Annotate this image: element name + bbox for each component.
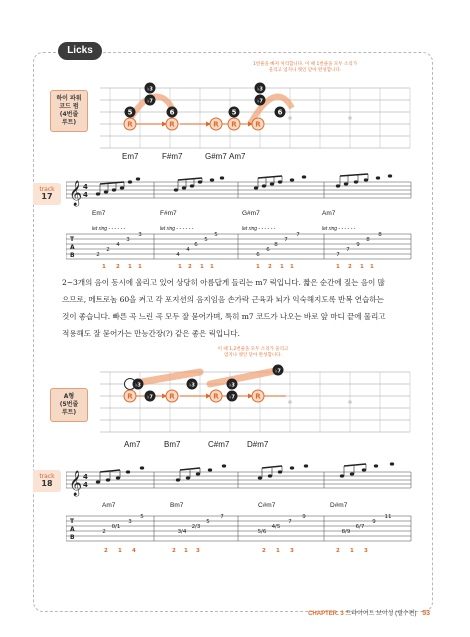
- lick1-fretboard: [100, 78, 420, 156]
- lick2-chord-2: C#m7: [208, 440, 230, 449]
- description-paragraph: 2~3개의 음이 동시에 울리고 있어 상당히 아름답게 들리는 m7 릭입니다. 짧은 순간에 짚는 음이 많 으므로, 메트로놈 60을 켜고 각 포지션의 음지임음 손가락 근육과 뇌가 익숙해지도록 반복 연습하는 것이 좋습니다. 빠른 곡 느린 곡 모두 잘 묻어가며, 특히 m7 코드가 나오는 바로 앞 마디 끝에 물리고 적용해도 잘 묻어가는 만능간장(?) 같은 좋은 릭입니다.: [62, 278, 386, 338]
- lick1-five-marker: 5: [127, 108, 133, 117]
- svg-text:4: 4: [83, 191, 88, 199]
- lick2-b7-marker: ♭7: [147, 394, 153, 401]
- svg-text:8: 8: [366, 237, 370, 243]
- lick1-tab: [66, 230, 416, 262]
- lick2-b3-marker-2: ♭3: [189, 382, 195, 389]
- lick2-staff-chord-3: D#m7: [330, 502, 348, 509]
- lick2-staff-chord-0: Am7: [102, 502, 116, 509]
- lick2-chord-3: D#m7: [247, 440, 269, 449]
- svg-text:6/7: 6/7: [355, 524, 365, 530]
- lick2-root-marker-2: R: [169, 392, 175, 401]
- svg-text:0/1: 0/1: [111, 524, 121, 530]
- svg-text:5: 5: [206, 519, 210, 525]
- svg-text:7: 7: [336, 252, 340, 258]
- svg-text:2: 2: [96, 252, 100, 258]
- svg-text:3: 3: [128, 519, 132, 525]
- lick1-root-marker: R: [127, 120, 133, 129]
- lick1-note: 1번줄을 빠져 처리합니다. 이 때 1번줄을 모두 소리가 울리고 엄지나 멧인 닫아 완성합니다.: [252, 62, 358, 73]
- lick1-staff: [66, 168, 416, 213]
- lick1-staff-chord-3: Am7: [322, 210, 336, 217]
- lick2-staff-chord-1: Bm7: [170, 502, 184, 509]
- lick1-root-marker-2: R: [169, 120, 175, 129]
- lick2-root-marker: R: [127, 392, 133, 401]
- svg-text:7: 7: [346, 247, 350, 253]
- let-ring-3: let ring - - - - - -: [322, 226, 356, 232]
- svg-text:6: 6: [194, 242, 198, 248]
- lick2-track-badge: track 18: [33, 470, 61, 492]
- lick2-fretboard: [100, 362, 420, 442]
- lick2-staff: [66, 458, 416, 503]
- lick2-b7-marker-3: ♭7: [275, 368, 281, 375]
- lick1-track-badge: track 17: [33, 183, 61, 205]
- svg-text:4: 4: [83, 183, 88, 191]
- page-footer: [308, 608, 430, 617]
- lick2-chord-1: Bm7: [164, 440, 181, 449]
- svg-text:3: 3: [138, 232, 142, 238]
- page-number: 53: [422, 610, 430, 617]
- svg-text:4: 4: [186, 247, 190, 253]
- svg-text:2: 2: [106, 247, 110, 253]
- svg-text:7: 7: [284, 237, 288, 243]
- svg-text:5: 5: [140, 514, 144, 520]
- lick1-chord-2: G#m7: [205, 152, 227, 161]
- svg-text:𝄞: 𝄞: [69, 471, 83, 496]
- lick2-side-label: A형 (5번줄 루트): [50, 388, 88, 422]
- lick1-chord-1: F#m7: [162, 152, 183, 161]
- lick1-side-label: 하이 파워 코드 펌 (4번줄 루트): [50, 90, 88, 132]
- lick1-five-marker-2: 5: [231, 108, 237, 117]
- footer-chapter: CHAPTER. 3: [308, 611, 344, 617]
- lick1-b3-marker: ♭3: [147, 86, 153, 93]
- svg-text:9: 9: [302, 514, 306, 520]
- lick1-six-marker-2: 6: [277, 108, 283, 117]
- let-ring-1: let ring - - - - - -: [160, 226, 194, 232]
- tab-letter-a: A: [70, 244, 75, 251]
- lick1-b7-marker-2: ♭7: [257, 98, 263, 105]
- lick1-chord-0: Em7: [122, 152, 139, 161]
- lick2-root-marker-4: R: [255, 392, 261, 401]
- svg-text:9: 9: [372, 519, 376, 525]
- svg-text:11: 11: [384, 514, 392, 520]
- svg-text:2/3: 2/3: [191, 524, 201, 530]
- svg-text:4: 4: [176, 252, 180, 258]
- svg-text:7: 7: [296, 232, 300, 238]
- footer-title: 트라이어드 보이싱 (릴수편): [345, 611, 417, 617]
- lick1-root-marker-5: R: [255, 120, 261, 129]
- svg-text:4: 4: [83, 481, 88, 489]
- lick1-b7-marker: ♭7: [147, 98, 153, 105]
- svg-text:3/4: 3/4: [177, 529, 187, 535]
- let-ring-2: let ring - - - - - -: [242, 226, 276, 232]
- svg-text:5: 5: [204, 237, 208, 243]
- section-tag: Licks: [58, 42, 102, 60]
- lick1-staff-chord-0: Em7: [92, 210, 106, 217]
- lick2-chord-0: Am7: [124, 440, 141, 449]
- svg-text:8/9: 8/9: [341, 529, 351, 535]
- lick1-root-marker-3: R: [213, 120, 219, 129]
- svg-text:2: 2: [102, 529, 106, 535]
- lick1-six-marker: 6: [169, 108, 175, 117]
- svg-text:3: 3: [126, 237, 130, 243]
- svg-text:6: 6: [256, 252, 260, 258]
- lick2-tab: [66, 512, 416, 544]
- lick2-b3-marker: ♭3: [135, 382, 141, 389]
- svg-text:4: 4: [83, 473, 88, 481]
- svg-text:8: 8: [274, 242, 278, 248]
- let-ring-0: let ring - - - - - -: [92, 226, 126, 232]
- svg-text:4/5: 4/5: [271, 524, 281, 530]
- lick1-chord-3: Am7: [229, 152, 246, 161]
- tab2-letter-b: B: [70, 534, 75, 541]
- tab-letter-t: T: [70, 236, 75, 243]
- tab2-letter-a: A: [70, 526, 75, 533]
- lick1-root-marker-4: R: [231, 120, 237, 129]
- svg-text:4: 4: [116, 242, 120, 248]
- svg-text:9: 9: [356, 242, 360, 248]
- svg-text:6: 6: [266, 247, 270, 253]
- svg-text:7: 7: [288, 519, 292, 525]
- lick2-b7-marker-2: ♭7: [229, 394, 235, 401]
- svg-text:𝄞: 𝄞: [69, 181, 83, 206]
- lick2-note: 이 때 1,2번줄을 모두 소리가 울리고 엄지나 멧인 닫아 완성합니다.: [217, 347, 289, 358]
- lick1-staff-chord-1: F#m7: [160, 210, 177, 217]
- lick1-staff-chord-2: G#m7: [242, 210, 260, 217]
- svg-text:7: 7: [220, 514, 224, 520]
- tab-letter-b: B: [70, 252, 75, 259]
- lick2-staff-chord-2: C#m7: [258, 502, 276, 509]
- svg-text:8: 8: [378, 232, 382, 238]
- tab2-letter-t: T: [70, 518, 75, 525]
- lick1-b3-marker-2: ♭3: [257, 86, 263, 93]
- svg-text:5/6: 5/6: [257, 529, 267, 535]
- lick2-root-marker-3: R: [213, 392, 219, 401]
- lick2-b3-marker-3: ♭3: [229, 382, 235, 389]
- svg-text:5: 5: [214, 232, 218, 238]
